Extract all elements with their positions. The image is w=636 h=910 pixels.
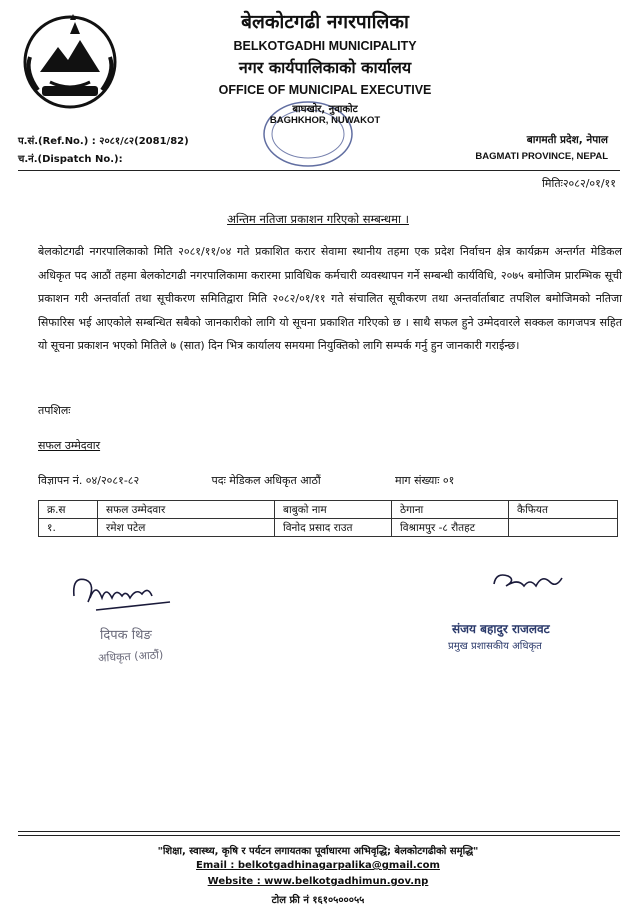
footer-motto: "शिक्षा, स्वास्थ्य, कृषि र पर्यटन लगायतका पूर्वाधारमा अभिवृद्धि; बेलकोटगढीको समृद्धि"	[157, 846, 479, 857]
footer-email-link[interactable]: Email : belkotgadhinagarpalika@gmail.com	[196, 860, 440, 871]
table-header-row	[39, 501, 618, 519]
cell-address: विश्रामपुर -८ रौतहट	[392, 519, 509, 537]
right-signatory-name: संजय बहादुर राजलवट	[452, 622, 550, 636]
footer-website-link[interactable]: Website : www.belkotgadhimun.gov.np	[207, 876, 429, 887]
notice-date: मितिः२०८२/०१/११	[542, 177, 616, 190]
dispatch-label: च.नं.(Dispatch No.):	[18, 154, 123, 165]
municipality-title-english: BELKOTGADHI MUNICIPALITY	[233, 39, 417, 53]
cell-father-name: विनोद प्रसाद राउत	[275, 519, 392, 537]
details-label: तपशिलः	[38, 404, 71, 417]
reference-number	[18, 133, 189, 147]
reference-value: २०८१/८२(2081/82)	[99, 136, 189, 147]
office-title-nepali: नगर कार्यपालिकाको कार्यालय	[238, 58, 412, 77]
advertisement-number: विज्ञापन नं. ०४/२०८१-८२	[38, 474, 140, 487]
demand-count: माग संख्याः ०१	[395, 474, 455, 487]
header-father-name: बाबुको नाम	[275, 501, 392, 519]
right-signature	[488, 568, 568, 598]
municipality-title-nepali: बेलकोटगढी नगरपालिका	[241, 11, 409, 33]
cell-remarks	[509, 519, 618, 537]
post-name: पदः मेडिकल अधिकृत आठौं	[211, 474, 321, 487]
reference-label: प.सं.(Ref.No.) :	[18, 136, 96, 147]
header-remarks: कैफियत	[509, 501, 618, 519]
successful-candidate-heading: सफल उम्मेदवार	[38, 439, 101, 452]
footer-divider-bottom	[18, 835, 620, 836]
advertisement-line	[38, 473, 598, 488]
left-signatory-name: दिपक थिङ	[100, 628, 152, 643]
header-divider	[18, 170, 620, 171]
province-nepali: बागमती प्रदेश, नेपाल	[526, 134, 608, 146]
notice-subject: अन्तिम नतिजा प्रकाशन गरिएको सम्बन्धमा ।	[227, 212, 409, 226]
cell-serial: १.	[39, 519, 98, 537]
notice-body: बेलकोटगढी नगरपालिकाको मिति २०८१/११/०४ गते प्रकाशित करार सेवामा स्थानीय तहमा एक प्रदेश निर्वाचन क्षेत्र कार्यक्रम अन्तर्गत मेडिकल अधिकृत पद आठौं तहमा बेलकोटगढी नगरपालिकामा करारमा प्राविधिक कर्मचारी व्यवस्थापन गर्ने सम्बन्धी कार्यविधि, २०७५ बमोजिम प्रारम्भिक सूची प्रकाशन गरी अन्तर्वार्ता तथा सूचीकरण समितिद्वारा मिति २०८२/०१/११ गते संचालित सूचीकरण तथा अन्तर्वार्ताबाट तपशिल बमोजिमको नतिजा सिफारिस भई आएकोले सम्बन्धित सबैको जानकारीको लागि यो सूचना प्रकाशित गरिएको छ । साथै सफल हुने उम्मेदवारले सक्कल कागजपत्र सहित यो सूचना प्रकाशन भएको मितिले ७ (सात) दिन भित्र कार्यालय समयमा नियुक्तिको लागि सम्पर्क गर्नु हुन जानकारी गराईन्छ।	[38, 245, 622, 352]
header-candidate: सफल उम्मेदवार	[98, 501, 275, 519]
footer-divider-top	[18, 831, 620, 832]
address-english: BAGHKHOR, NUWAKOT	[269, 115, 381, 126]
left-signature	[66, 568, 186, 618]
header-address: ठेगाना	[392, 501, 509, 519]
right-signatory-post: प्रमुख प्रशासकीय अधिकृत	[448, 641, 542, 652]
office-title-english: OFFICE OF MUNICIPAL EXECUTIVE	[218, 83, 432, 97]
results-table	[38, 500, 618, 537]
address-nepali: बाघखोर, नुवाकोट	[292, 104, 358, 115]
emblem-logo	[20, 12, 120, 112]
table-row	[39, 519, 618, 537]
header-serial: क्र.स	[39, 501, 98, 519]
left-signatory-post: अधिकृत (आठौं)	[97, 648, 164, 665]
province-english: BAGMATI PROVINCE, NEPAL	[475, 151, 608, 162]
footer-toll-free: टोल फ्री नं १६१०५०००५५	[271, 895, 365, 906]
cell-candidate: रमेश पटेल	[98, 519, 275, 537]
